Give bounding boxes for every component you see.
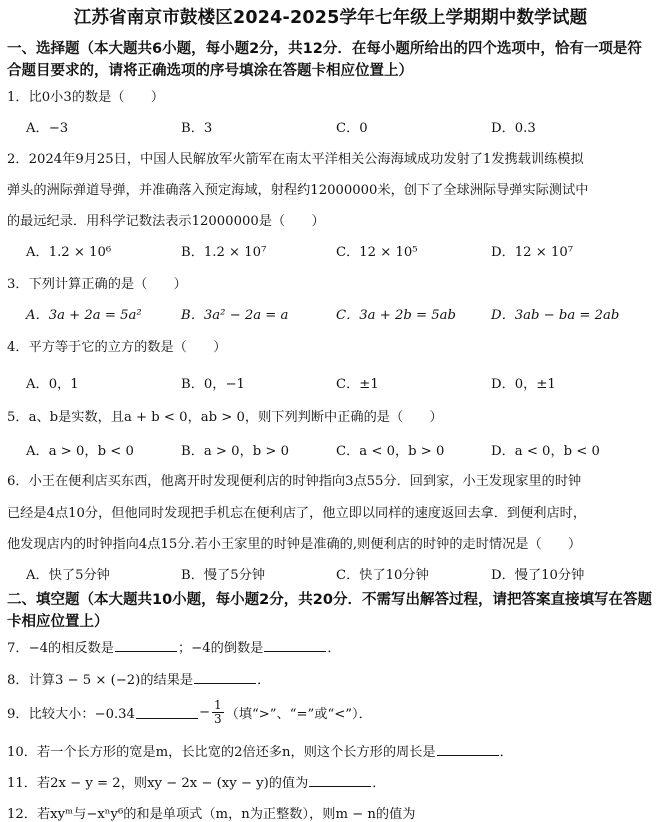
- answer-blank[interactable]: [309, 774, 371, 787]
- option-a[interactable]: A．3a + 2a = 5a²: [26, 308, 142, 323]
- question-6-stem-line-3: 他发现店内的时钟指向4点15分.若小王家里的时钟是准确的,则便利店的时钟的走时情况是（ ）: [7, 537, 582, 552]
- question-2-stem-line-3: 的最远纪录．用科学记数法表示12000000是（ ）: [7, 214, 325, 229]
- question-11: [7, 772, 655, 791]
- question-8-part-2: ．: [257, 673, 271, 688]
- option-d[interactable]: D．3ab − ba = 2ab: [491, 308, 620, 323]
- question-1-stem: 1．比0小3的数是（ ）: [7, 90, 165, 105]
- question-6-stem-line-2: 已经是4点10分，但他同时发现把手机忘在便利店了，他立即以同样的速度返回去拿．到便利店时，: [7, 506, 587, 521]
- option-b[interactable]: B．慢了5分钟: [181, 568, 266, 583]
- question-6-stem-line-1: 6．小王在便利店买东西，他离开时发现便利店的时钟指向3点55分．回到家，小王发现家里的时钟: [7, 474, 582, 489]
- question-9-part-2: （填“>”、“=”或“<”）．: [225, 707, 372, 722]
- question-2-options: [26, 241, 646, 261]
- option-b[interactable]: B．a > 0，b > 0: [181, 444, 290, 459]
- answer-blank[interactable]: [264, 639, 326, 652]
- question-4-options: [26, 373, 646, 393]
- question-5-options: [26, 440, 646, 460]
- question-1-options: [26, 117, 646, 137]
- option-c[interactable]: C．±1: [336, 377, 379, 392]
- question-6-options: [26, 564, 646, 584]
- option-b[interactable]: B．0，−1: [181, 377, 245, 392]
- question-4-stem: 4．平方等于它的立方的数是（ ）: [7, 340, 227, 355]
- question-8: [7, 669, 655, 688]
- question-9-part-1: 9．比较大小：−0.34: [7, 707, 135, 722]
- option-d[interactable]: D．慢了10分钟: [491, 568, 585, 583]
- option-c[interactable]: C．0: [336, 121, 368, 136]
- option-d[interactable]: D．0，±1: [491, 377, 556, 392]
- option-d[interactable]: D．12 × 10⁷: [491, 245, 574, 260]
- option-a[interactable]: A．a > 0，b < 0: [26, 444, 134, 459]
- fraction-one-third: [212, 699, 224, 726]
- minus-sign: −: [198, 705, 210, 720]
- option-a[interactable]: A．快了5分钟: [26, 568, 110, 583]
- option-b[interactable]: B．3: [181, 121, 213, 136]
- option-b[interactable]: B．3a² − 2a = a: [181, 308, 289, 323]
- question-10-part-2: ．: [499, 745, 513, 760]
- option-b[interactable]: B．1.2 × 10⁷: [181, 245, 267, 260]
- question-2-stem-line-2: 弹头的洲际弹道导弹，并准确落入预定海域，射程约12000000米，创下了全球洲际导弹实际测试中: [7, 183, 589, 198]
- question-3-options: [26, 304, 646, 324]
- fraction-denominator: 3: [214, 712, 222, 726]
- fraction-numerator: 1: [214, 698, 222, 712]
- question-5-stem: 5．a、b是实数，且a + b < 0，ab > 0，则下列判断中正确的是（ ）: [7, 410, 443, 425]
- answer-blank[interactable]: [437, 743, 499, 756]
- option-a[interactable]: A．0，1: [26, 377, 79, 392]
- question-2-stem-line-1: 2．2024年9月25日，中国人民解放军火箭军在南太平洋相关公海海域成功发射了1发携载训练模拟: [7, 152, 584, 167]
- question-10-part-1: 10．若一个长方形的宽是m，长比宽的2倍还多n，则这个长方形的周长是: [7, 745, 436, 760]
- question-8-part-1: 8．计算3 − 5 × (−2)的结果是: [7, 673, 194, 688]
- option-d[interactable]: D．a < 0，b < 0: [491, 444, 600, 459]
- question-9: [7, 699, 655, 726]
- question-12-part-1: 12．若xyᵐ与−xⁿy⁶的和是单项式（m，n为正整数），则m − n的值为: [7, 807, 416, 822]
- question-10: [7, 741, 655, 760]
- answer-blank[interactable]: [115, 639, 177, 652]
- answer-blank[interactable]: [194, 671, 256, 684]
- question-7-part-3: ．: [327, 641, 341, 656]
- option-a[interactable]: A．1.2 × 10⁶: [26, 245, 112, 260]
- exam-title: 江苏省南京市鼓楼区2024-2025学年七年级上学期期中数学试题: [73, 8, 588, 28]
- question-7-part-1: 7．−4的相反数是: [7, 641, 114, 656]
- question-7: [7, 637, 655, 656]
- question-7-part-2: ；−4的倒数是: [177, 641, 264, 656]
- question-3-stem: 3．下列计算正确的是（ ）: [7, 277, 187, 292]
- question-11-part-1: 11．若2x − y = 2，则xy − 2x − (xy − y)的值为: [7, 776, 309, 791]
- option-c[interactable]: C．a < 0，b > 0: [336, 444, 445, 459]
- question-12: [7, 803, 655, 822]
- question-11-part-2: ．: [372, 776, 386, 791]
- section-fill-heading: 二、填空题（本大题共10小题，每小题2分，共20分．不需写出解答过程，请把答案直接填写在答题卡相应位置上）: [7, 592, 652, 630]
- option-c[interactable]: C．3a + 2b = 5ab: [336, 308, 456, 323]
- answer-blank[interactable]: [136, 706, 198, 719]
- option-c[interactable]: C．快了10分钟: [336, 568, 429, 583]
- option-d[interactable]: D．0.3: [491, 121, 536, 136]
- option-c[interactable]: C．12 × 10⁵: [336, 245, 418, 260]
- option-a[interactable]: A．−3: [26, 121, 69, 136]
- section-choice-heading: 一、选择题（本大题共6小题，每小题2分，共12分．在每小题所给出的四个选项中，恰有一项是符合题目要求的，请将正确选项的序号填涂在答题卡相应位置上）: [7, 41, 642, 79]
